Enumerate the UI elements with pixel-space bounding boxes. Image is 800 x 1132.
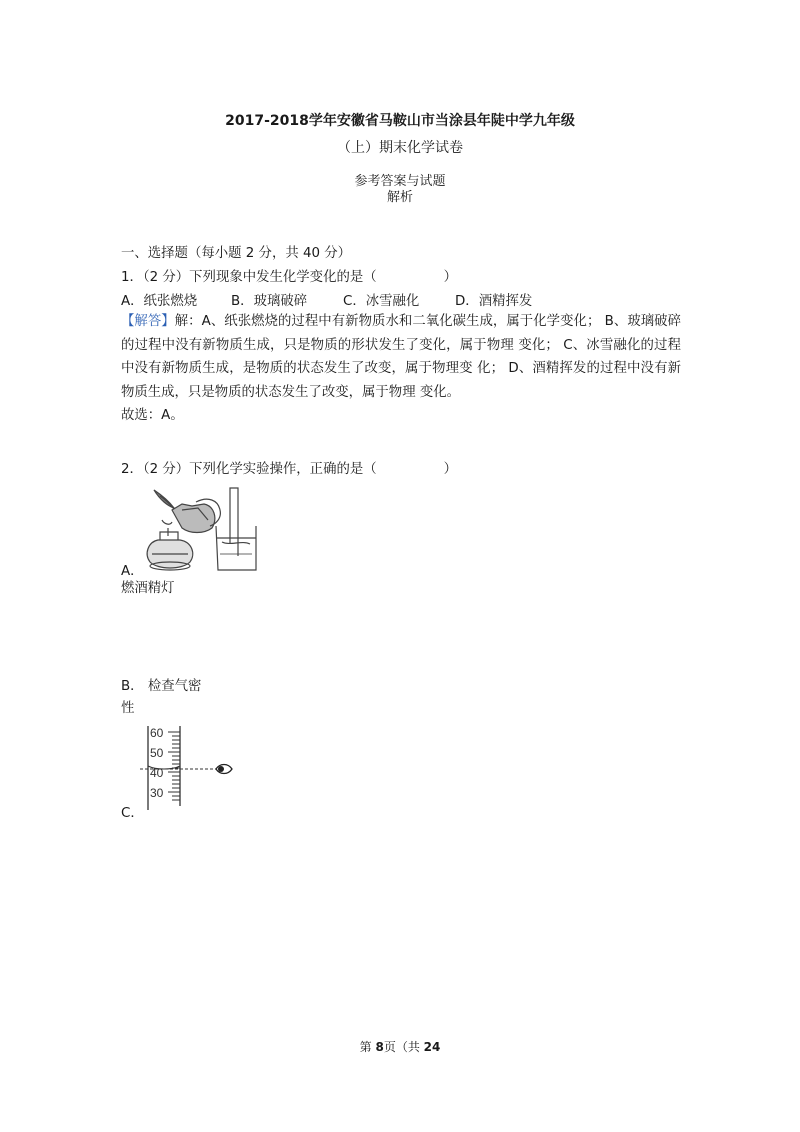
q2-option-a-text: 燃酒精灯 <box>121 581 175 596</box>
q2-option-a-letter: A． <box>121 564 144 579</box>
cylinder-label-60: 60 <box>150 726 164 740</box>
q1-option-d: D．酒精挥发 <box>455 294 533 309</box>
page-subtitle: 参考答案与试题 <box>354 174 446 189</box>
section-heading: 一、选择题（每小题 2 分，共 40 分） <box>121 246 352 261</box>
q2-option-b-line2: 性 <box>121 701 135 716</box>
q2-option-c-letter: C． <box>121 806 144 821</box>
question-1-stem: 1．（2 分）下列现象中发生化学变化的是（ ） <box>121 270 457 285</box>
question-2-stem: 2．（2 分）下列化学实验操作，正确的是（ ） <box>121 462 457 477</box>
cylinder-label-30: 30 <box>150 786 164 800</box>
question-1-analysis <box>121 310 681 404</box>
page-subtitle-line2: 解析 <box>386 190 413 205</box>
analysis-text: 解：A、纸张燃烧的过程中有新物质水和二氧化碳生成，属于化学变化； B、玻璃破碎的过程中没有新物质生成，只是物质的形状发生了变化，属于物理 变化； C、冰雪融化的过程中没有新物质生成，是物质的状态发生了改变，属于物理变 化； D、酒精挥发的过程中没有新物质生成，只是物质的状态发生了改变，属于物理 变化。 <box>121 314 682 400</box>
page-title-line2: （上）期末化学试卷 <box>337 140 463 156</box>
q1-option-a: A．纸张燃烧 <box>121 294 198 309</box>
cylinder-label-40: 40 <box>150 766 164 780</box>
q2-option-b-line1: B． 检查气密 <box>121 679 202 694</box>
graduated-cylinder-figure <box>140 722 236 812</box>
alcohol-lamp-figure <box>138 484 258 576</box>
page-number: 8 <box>375 1040 384 1054</box>
answer-tag: 【解答】 <box>121 314 175 329</box>
page-title: 2017-2018学年安徽省马鞍山市当涂县年陡中学九年级 <box>225 113 575 129</box>
q1-option-c: C．冰雪融化 <box>343 294 420 309</box>
question-1-conclusion: 故选：A。 <box>121 408 184 423</box>
q1-option-b: B．玻璃破碎 <box>231 294 308 309</box>
question-1-options <box>121 290 532 309</box>
eye-icon <box>216 765 232 774</box>
page-total: 24 <box>423 1040 441 1054</box>
page-footer: 第 8页（共 24 <box>359 1040 441 1054</box>
cylinder-label-50: 50 <box>150 746 164 760</box>
